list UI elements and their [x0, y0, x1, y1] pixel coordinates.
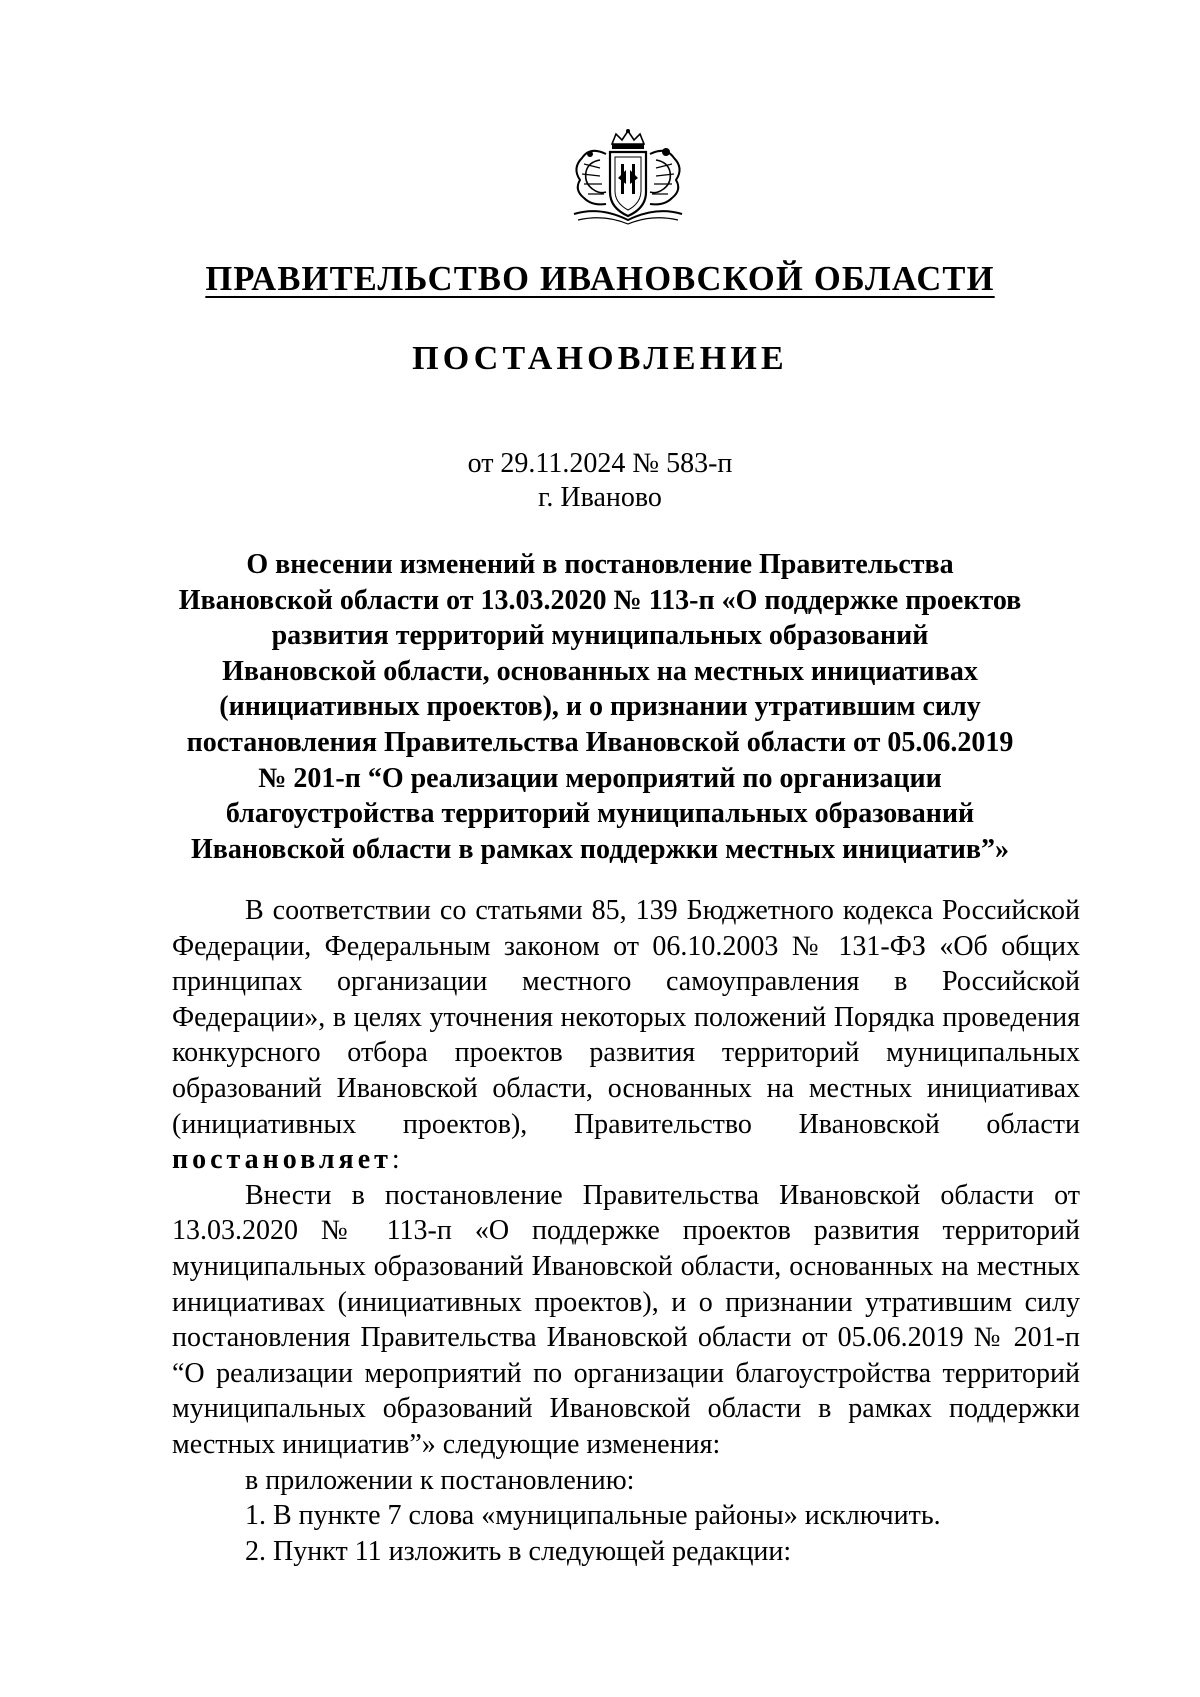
item-2: 2. Пункт 11 изложить в следующей редакции:	[245, 1535, 792, 1567]
subject-line: Ивановской области в рамках поддержки местных инициатив”»	[190, 833, 1010, 865]
subject-line: О внесении изменений в постановление Правительства	[246, 549, 954, 580]
amendment-paragraph: Внести в постановление Правительства Ивановской области от 13.03.2020 № 113-п «О поддержке проектов развития территорий муниципальных образований Ивановской области, основанных на местных инициативах (инициативных проектов), и о признании утратившим силу постановления Правительства Ивановской области от 05.06.2019 № 201-п “О реализации мероприятий по организации благоустройства территорий муниципальных образований Ивановской области в рамках поддержки местных инициатив”» следующие изменения:	[172, 1179, 1080, 1460]
ivanovo-coat-of-arms-icon	[560, 128, 696, 226]
document-type: ПОСТАНОВЛЕНИЕ	[412, 340, 788, 377]
date-and-number: от 29.11.2024 № 583-п	[467, 448, 733, 479]
appendix-line: в приложении к постановлению:	[245, 1464, 635, 1496]
item-1: 1. В пункте 7 слова «муниципальные районы» исключить.	[245, 1500, 941, 1532]
preamble-paragraph: В соответствии со статьями 85, 139 Бюджетного кодекса Российской Федерации, Федеральным законом от 06.10.2003 № 131-ФЗ «Об общих принципах организации местного самоуправления в Российской Федерации», в целях уточнения некоторых положений Порядка проведения конкурсного отбора проектов развития территорий муниципальных образований Ивановской области, основанных на местных инициативах (инициативных проектов), Правительство Ивановской области постановляет:	[172, 895, 1080, 1176]
subject-line: (инициативных проектов), и о признании утратившим силу	[219, 691, 981, 723]
subject-line: Ивановской области от 13.03.2020 № 113-п «О поддержке проектов	[178, 584, 1022, 616]
subject-line: постановления Правительства Ивановской области от 05.06.2019	[186, 726, 1014, 758]
document-meta	[300, 447, 900, 515]
decree-keyword: постановляет	[172, 1144, 392, 1176]
document-body	[172, 893, 1080, 1569]
subject-line: № 201-п “О реализации мероприятий по организации	[258, 762, 942, 794]
city: г. Иваново	[538, 482, 662, 513]
government-title: ПРАВИТЕЛЬСТВО ИВАНОВСКОЙ ОБЛАСТИ	[205, 260, 995, 298]
subject-line: Ивановской области, основанных на местных инициативах	[222, 655, 978, 687]
subject-line: благоустройства территорий муниципальных образований	[225, 798, 975, 830]
document-subject	[160, 547, 1040, 867]
subject-line: развития территорий муниципальных образований	[271, 620, 929, 652]
